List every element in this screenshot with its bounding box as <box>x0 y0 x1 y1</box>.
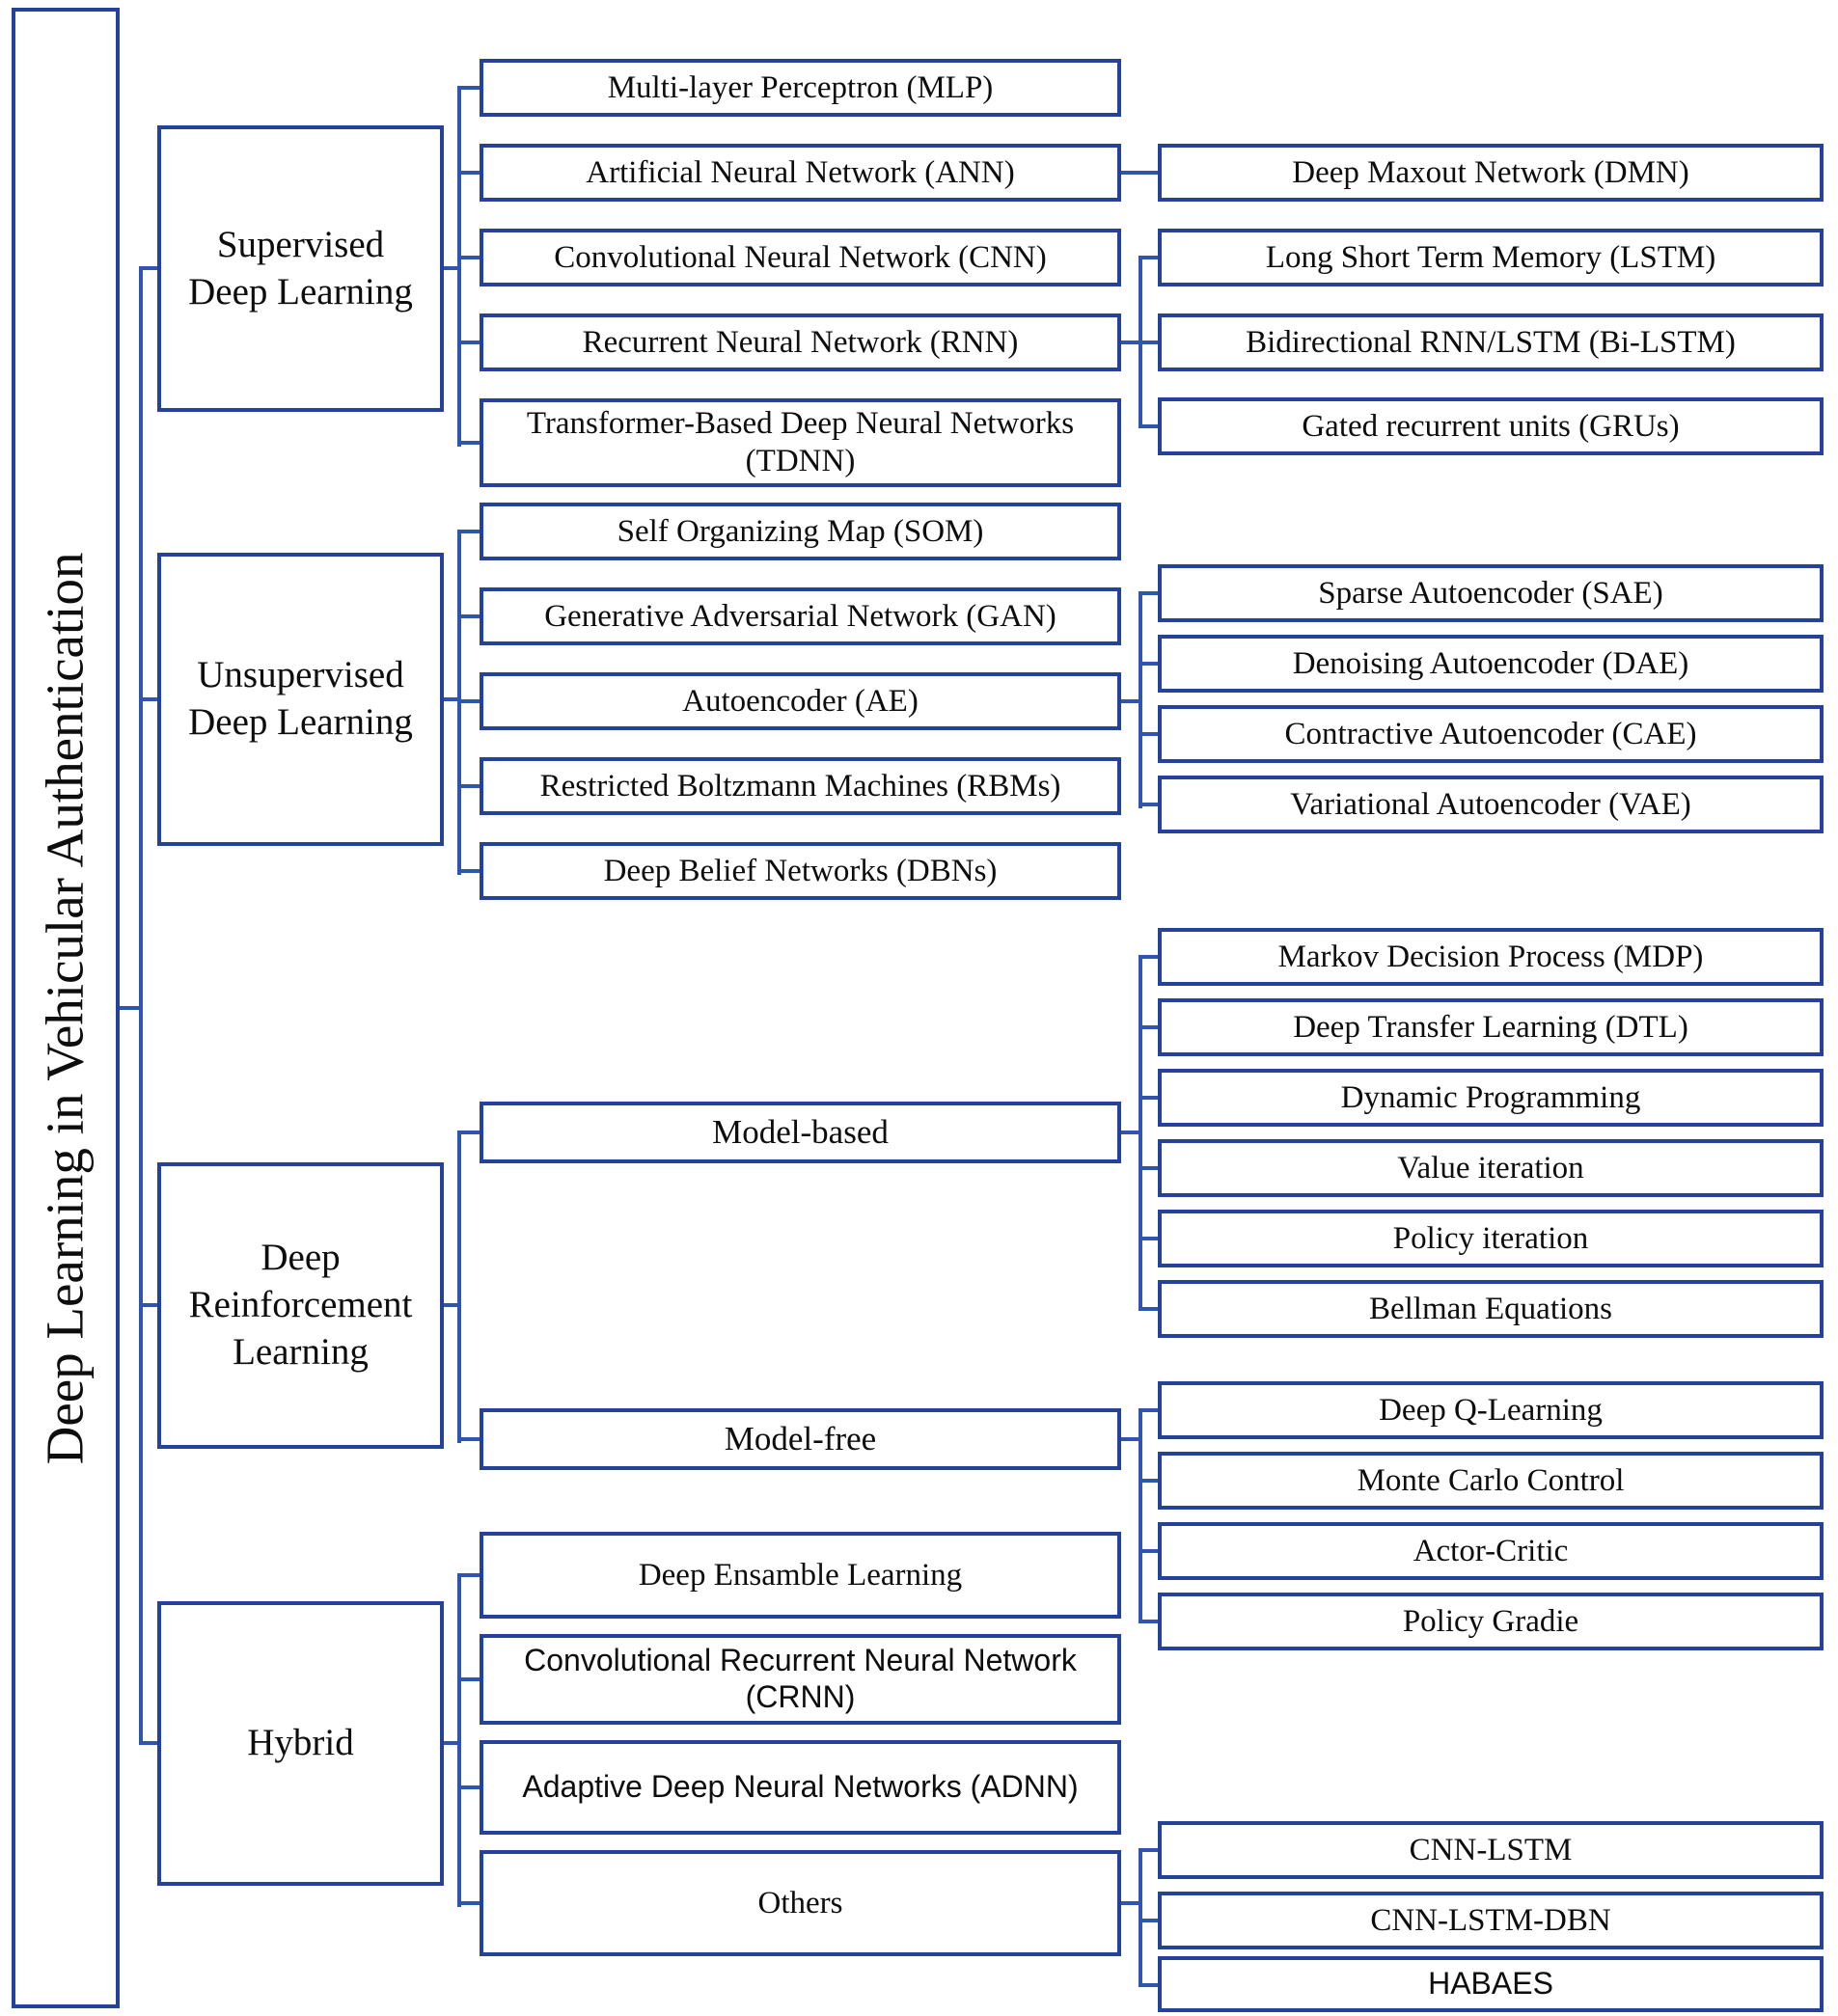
node-sae-label: Sparse Autoencoder (SAE) <box>1318 575 1663 611</box>
node-dbn <box>480 842 1121 900</box>
node-ae-label: Autoencoder (AE) <box>682 683 919 719</box>
root-title-box <box>12 8 120 2008</box>
connector-cae <box>1138 732 1158 736</box>
connector-bilstm <box>1138 341 1158 344</box>
connector-dae <box>1138 662 1158 666</box>
node-policy-iteration-label: Policy iteration <box>1392 1220 1589 1256</box>
node-tdnn <box>480 398 1121 487</box>
node-tdnn-label: Transformer-Based Deep Neural Networks (TDNN) <box>526 406 1075 478</box>
node-adnn-label: Adaptive Deep Neural Networks (ADNN) <box>522 1769 1079 1805</box>
connector-others <box>457 1901 480 1905</box>
node-dae-label: Denoising Autoencoder (DAE) <box>1292 645 1689 681</box>
node-hybrid-label: Hybrid <box>247 1722 354 1764</box>
connector-lstm <box>1138 256 1158 259</box>
node-gru-label: Gated recurrent units (GRUs) <box>1302 408 1680 444</box>
node-bellman-label: Bellman Equations <box>1368 1291 1613 1326</box>
connector-mdp <box>1138 955 1158 959</box>
node-lstm <box>1158 229 1824 286</box>
connector-rbm <box>457 784 480 788</box>
node-mdp <box>1158 928 1824 986</box>
node-supervised-label: Supervised Deep Learning <box>188 223 413 313</box>
node-vae <box>1158 776 1824 833</box>
root-title-label: Deep Learning in Vehicular Authentication <box>35 552 95 1464</box>
node-som-label: Self Organizing Map (SOM) <box>617 513 984 549</box>
connector-model-based <box>457 1131 480 1134</box>
connector-bellman <box>1138 1307 1158 1311</box>
connector-mcc <box>1138 1479 1158 1483</box>
connector-policy-iteration <box>1138 1237 1158 1240</box>
node-dmn <box>1158 144 1824 202</box>
connector-rnn <box>457 341 480 344</box>
node-value-iteration-label: Value iteration <box>1397 1150 1584 1185</box>
node-habaes <box>1158 1956 1824 2012</box>
node-del-label: Deep Ensamble Learning <box>638 1557 963 1593</box>
node-dtl <box>1158 998 1824 1056</box>
node-model-based <box>480 1102 1121 1163</box>
node-model-based-label: Model-based <box>712 1113 889 1152</box>
node-actor-critic-label: Actor-Critic <box>1413 1533 1569 1568</box>
connector-tdnn <box>457 441 480 445</box>
node-mcc <box>1158 1452 1824 1510</box>
connector-model-free-trunk <box>1138 1410 1142 1623</box>
connector-gru <box>1138 424 1158 428</box>
node-rnn-label: Recurrent Neural Network (RNN) <box>582 324 1019 360</box>
node-lstm-label: Long Short Term Memory (LSTM) <box>1265 239 1716 275</box>
node-gan-label: Generative Adversarial Network (GAN) <box>544 598 1056 634</box>
node-crnn-label: Convolutional Recurrent Neural Network (CRNN) <box>524 1643 1077 1714</box>
connector-dql <box>1138 1408 1158 1412</box>
node-bellman <box>1158 1280 1824 1338</box>
node-policy-iteration <box>1158 1210 1824 1267</box>
connector-crnn <box>457 1677 480 1681</box>
connector-habaes <box>1138 1983 1158 1987</box>
connector-unsupervised-trunk <box>457 531 461 875</box>
node-rnn <box>480 313 1121 371</box>
connector-root-trunk <box>139 268 143 1745</box>
connector-dynamic-programming <box>1138 1096 1158 1100</box>
connector-cnn <box>457 256 480 259</box>
node-mlp-label: Multi-layer Perceptron (MLP) <box>607 69 994 105</box>
connector-mlp <box>457 86 480 90</box>
connector-ae-trunk <box>1138 593 1142 808</box>
node-cnn <box>480 229 1121 286</box>
node-cnn-lstm <box>1158 1821 1824 1879</box>
node-unsupervised <box>157 553 444 846</box>
node-ae <box>480 672 1121 730</box>
node-value-iteration <box>1158 1139 1824 1197</box>
connector-actor-critic <box>1138 1549 1158 1553</box>
node-model-free <box>480 1408 1121 1470</box>
node-adnn <box>480 1740 1121 1835</box>
connector-supervised-trunk <box>457 88 461 447</box>
node-mcc-label: Monte Carlo Control <box>1357 1462 1625 1498</box>
node-mlp <box>480 59 1121 117</box>
node-dbn-label: Deep Belief Networks (DBNs) <box>603 853 998 888</box>
node-som <box>480 503 1121 560</box>
node-policy-gradie <box>1158 1593 1824 1650</box>
connector-ann-dmn <box>1121 171 1158 175</box>
node-deep-reinforcement-learning <box>157 1162 444 1449</box>
connector-vae <box>1138 803 1158 806</box>
connector-gan <box>457 614 480 618</box>
node-sae <box>1158 564 1824 622</box>
node-model-free-label: Model-free <box>724 1420 877 1458</box>
connector-ann <box>457 171 480 175</box>
connector-policy-gradie <box>1138 1620 1158 1623</box>
node-cnn-lstm-dbn-label: CNN-LSTM-DBN <box>1370 1902 1611 1938</box>
connector-sae <box>1138 591 1158 595</box>
connector-model-based-trunk <box>1138 957 1142 1311</box>
node-dql-label: Deep Q-Learning <box>1379 1392 1603 1428</box>
connector-adnn <box>457 1785 480 1789</box>
node-cnn-lstm-label: CNN-LSTM <box>1409 1832 1573 1867</box>
node-unsupervised-label: Unsupervised Deep Learning <box>188 654 413 743</box>
connector-ae <box>457 699 480 703</box>
node-habaes-label: HABAES <box>1428 1966 1553 2002</box>
node-policy-gradie-label: Policy Gradie <box>1402 1603 1579 1639</box>
node-dmn-label: Deep Maxout Network (DMN) <box>1292 154 1689 190</box>
node-actor-critic <box>1158 1522 1824 1580</box>
node-hybrid <box>157 1601 444 1886</box>
node-mdp-label: Markov Decision Process (MDP) <box>1277 939 1704 974</box>
node-bilstm <box>1158 313 1824 371</box>
node-ann-label: Artificial Neural Network (ANN) <box>586 154 1015 190</box>
node-dtl-label: Deep Transfer Learning (DTL) <box>1293 1009 1688 1045</box>
node-cnn-lstm-dbn <box>1158 1892 1824 1949</box>
node-bilstm-label: Bidirectional RNN/LSTM (Bi-LSTM) <box>1246 324 1736 360</box>
connector-model-free <box>457 1437 480 1441</box>
node-dql <box>1158 1381 1824 1439</box>
node-dynamic-programming <box>1158 1069 1824 1127</box>
connector-drl-trunk <box>457 1132 461 1443</box>
connector-som <box>457 530 480 533</box>
node-cnn-label: Convolutional Neural Network (CNN) <box>554 239 1047 275</box>
node-gru <box>1158 397 1824 455</box>
node-others <box>480 1850 1121 1956</box>
connector-del <box>457 1573 480 1577</box>
node-cae-label: Contractive Autoencoder (CAE) <box>1284 716 1697 751</box>
node-gan <box>480 587 1121 645</box>
node-deep-ensamble-learning <box>480 1532 1121 1619</box>
connector-dbn <box>457 869 480 873</box>
connector-cnn-lstm-dbn <box>1138 1919 1158 1922</box>
node-rbm-label: Restricted Boltzmann Machines (RBMs) <box>539 768 1061 804</box>
node-dynamic-programming-label: Dynamic Programming <box>1340 1079 1641 1115</box>
connector-value-iteration <box>1138 1166 1158 1170</box>
node-vae-label: Variational Autoencoder (VAE) <box>1290 786 1691 822</box>
connector-cnn-lstm <box>1138 1848 1158 1852</box>
node-others-label: Others <box>757 1885 843 1921</box>
node-supervised <box>157 125 444 412</box>
node-crnn <box>480 1634 1121 1725</box>
node-dae <box>1158 635 1824 693</box>
connector-hybrid-trunk <box>457 1575 461 1907</box>
node-rbm <box>480 757 1121 815</box>
connector-dtl <box>1138 1025 1158 1029</box>
node-ann <box>480 144 1121 202</box>
node-drl-label: Deep Reinforcement Learning <box>188 1237 413 1373</box>
node-cae <box>1158 705 1824 763</box>
